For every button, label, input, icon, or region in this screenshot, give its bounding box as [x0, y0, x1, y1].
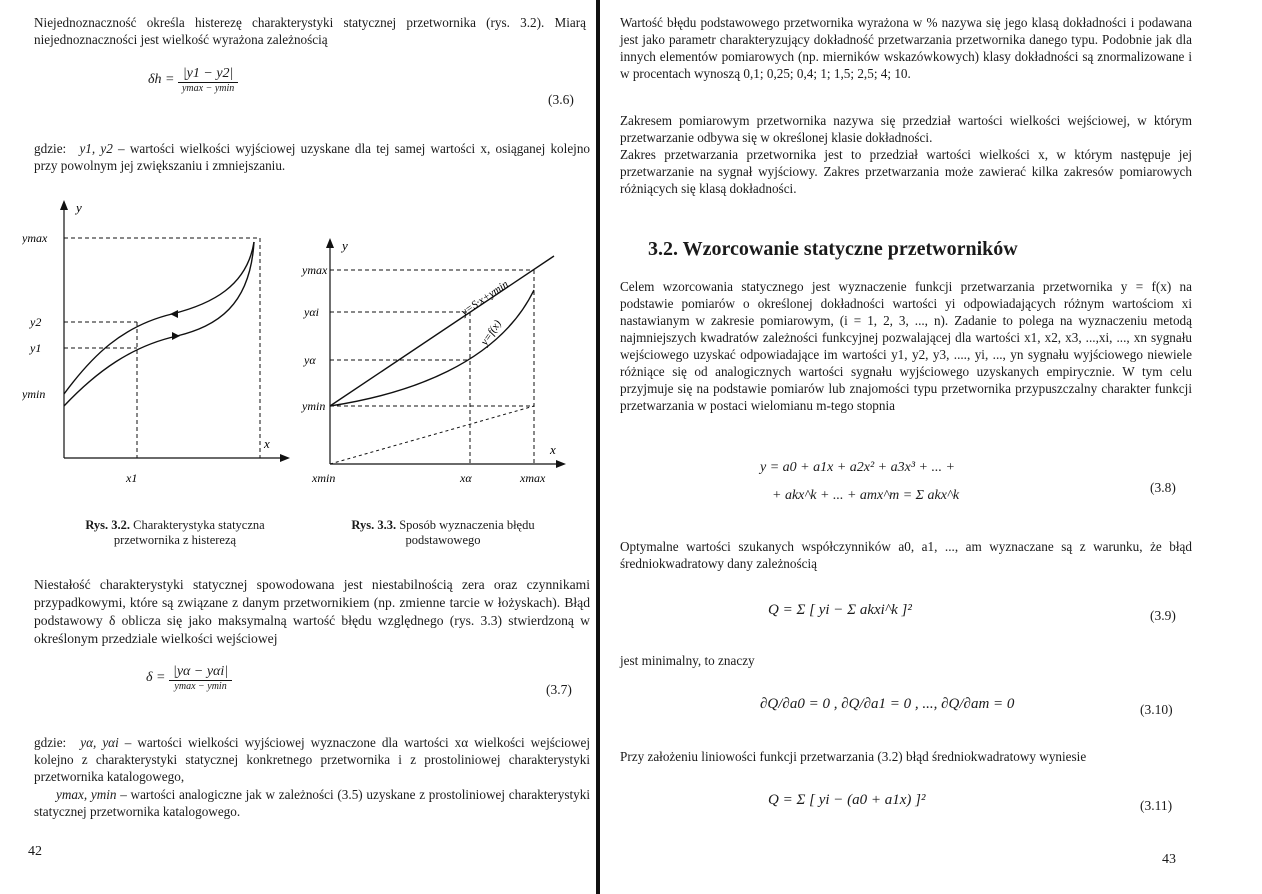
- fig32-y2-label: y2: [30, 315, 42, 329]
- right-para-2: Zakresem pomiarowym przetwornika nazywa się przedział wartości wielkości wejściowej, w którym przetwarzanie odbywa się w określonej klasie dokładności.: [620, 113, 1192, 145]
- equation-3-9: Q = Σ [ yi − Σ akxi^k ]²: [768, 602, 912, 618]
- gdzie1-vars: y1, y2: [79, 141, 113, 156]
- eq39-number: (3.9): [1150, 608, 1176, 623]
- gdzie2-label: gdzie:: [34, 735, 67, 750]
- right-para-3: Zakres przetwarzania przetwornika jest to przedział wartości wielkości x, w którym następuje jej przetwarzanie na sygnał wyjściowy. Zakres przetwarzania może zawierać kilka zakresów pomiarowych różniących się klasą dokładności.: [620, 147, 1192, 196]
- right-para-1: Wartość błędu podstawowego przetwornika wyrażona w % nazywa się jego klasą dokładności i podawana jest jako parametr charakteryzujący dokładność przetwarzania przetwornika danego typu. Podobnie jak dla innych elementów pomiarowych (np. mierników wskazówkowych) klasy dokładności są znormalizowane i w procentach wynoszą 0,1; 0,25; 0,4; 1; 1,5; 2,5; 4; 10.: [620, 15, 1192, 81]
- eq36-numerator: |y1 − y2|: [178, 66, 238, 83]
- page-number-right: 43: [1162, 852, 1176, 867]
- gdzie2-text-1: – wartości wielkości wyjściowej wyznaczone dla wartości xα wielkości wejściowej kolejno z charakterystyki statycznej konkretnego przetwornika i z prostoliniowej charakterystyki przetwornika katalogowego,: [34, 735, 591, 784]
- fig32-y-axis-label: y: [76, 200, 82, 215]
- fig32-x-axis-label: x: [264, 436, 270, 451]
- right-para-6: jest minimalny, to znaczy: [620, 653, 755, 668]
- right-para-4: Celem wzorcowania statycznego jest wyznaczenie funkcji przetwarzania przetwornika y = f(x) na podstawie pomiarów o określonej dokładności wartości yi odpowiadających różnym wartościom xi nastawianym w zakresie pomiarowym, (i = 1, 2, 3, ..., n). Zadanie to polega na wyznaczeniu metodą najmniejszych kwadratów zależności funkcyjnej pozwalającej dla wartości x1, x2, x3, ...,xi, ..., xn sygnału wejściowego uzyskać odpowiadające im wartości y1, y2, y3, ...., yi, ..., yn sygnału wyjściowego niewiele różniące się od analogicznych wartości sygnału wyjściowego uzyskanych empirycznie. W tym celu przyjmuje się na podstawie pomiarów lub znajomości typu przetwornika przypuszczalny charakter funkcji przetwarzania w postaci wielomianu m-tego stopnia: [620, 279, 1192, 413]
- eq37-numerator: |yα − yαi|: [169, 664, 232, 681]
- equation-3-10: ∂Q/∂a0 = 0 , ∂Q/∂a1 = 0 , ..., ∂Q/∂am = 0: [760, 696, 1015, 712]
- caption-fig-3-3: [328, 518, 558, 548]
- fig32-y1-label: y1: [30, 341, 42, 355]
- eq310-number: (3.10): [1140, 702, 1173, 717]
- right-para-5: Optymalne wartości szukanych współczynników a0, a1, ..., am wyznaczane są z warunku, że błąd średniokwadratowy dany zależnością: [620, 539, 1192, 571]
- figure-3-3-basic-error-chart: [298, 234, 588, 496]
- fig33-yai-label: yαi: [304, 305, 319, 319]
- gdzie1-label: gdzie:: [34, 141, 67, 156]
- fig33-xmax-label: xmax: [520, 471, 546, 485]
- equation-3-7: [146, 664, 232, 692]
- figure-3-2-hysteresis-chart: [22, 196, 292, 496]
- eq36-denominator: ymax − ymin: [181, 83, 235, 94]
- left-para-1: Niejednoznaczność określa histerezę charakterystyki statycznej przetwornika (rys. 3.2). Miarą niejednoznaczności jest wielkość wyrażona zależnością: [34, 15, 586, 47]
- eq37-denominator: ymax − ymin: [174, 681, 227, 692]
- fig32-x1-label: x1: [126, 471, 138, 485]
- caption-32-text: Charakterystyka statyczna przetwornika z histerezą: [113, 518, 265, 547]
- right-page: [604, 0, 1262, 894]
- section-heading: 3.2. Wzorcowanie statyczne przetworników: [648, 238, 1018, 260]
- caption-fig-3-2: [60, 518, 290, 548]
- gdzie-2b: [34, 786, 590, 820]
- eq37-number: (3.7): [546, 682, 572, 697]
- equation-3-11: Q = Σ [ yi − (a0 + a1x) ]²: [768, 792, 926, 808]
- eq311-number: (3.11): [1140, 798, 1173, 813]
- fig33-ya-label: yα: [304, 353, 316, 367]
- caption-33-label: Rys. 3.3.: [351, 518, 397, 532]
- fig33-ymax-label: ymax: [302, 263, 328, 277]
- caption-32-label: Rys. 3.2.: [85, 518, 131, 532]
- fig33-y-axis-label: y: [342, 238, 348, 253]
- eq38-number: (3.8): [1150, 480, 1176, 495]
- equation-3-8-line-2: + akx^k + ... + amx^m = Σ akx^k: [772, 488, 960, 503]
- fig32-ymax-label: ymax: [22, 231, 48, 245]
- fig33-x-axis-label: x: [550, 442, 556, 457]
- fig33-line-label-2: y=f(x): [478, 318, 504, 348]
- gdzie1-text: – wartości wielkości wyjściowej uzyskane dla tej samej wartości x, osiąganej kolejno przy powolnym jej zwiększaniu i zmniejszaniu.: [34, 141, 591, 173]
- caption-33-text: Sposób wyznaczenia błędu podstawowego: [399, 518, 535, 547]
- eq36-lhs: δh =: [148, 72, 175, 87]
- eq36-fraction: [178, 66, 238, 94]
- fig33-xmin-label: xmin: [312, 471, 336, 485]
- eq36-number: (3.6): [548, 92, 574, 107]
- gdzie2-vars-1: yα, yαi: [80, 735, 119, 750]
- gdzie-1: [34, 140, 590, 174]
- equation-3-6: [148, 66, 238, 94]
- gdzie-2: [34, 734, 590, 785]
- fig33-line-label-1: y=S·x+ymin: [458, 278, 511, 319]
- right-para-7: Przy założeniu liniowości funkcji przetwarzania (3.2) błąd średniokwadratowy wyniesie: [620, 749, 1087, 764]
- eq37-fraction: [169, 664, 232, 692]
- fig33-ymin-label: ymin: [302, 399, 326, 413]
- fig32-ymin-label: ymin: [22, 387, 46, 401]
- page-number-left: 42: [28, 844, 42, 859]
- left-page: [0, 0, 598, 894]
- eq37-lhs: δ =: [146, 670, 166, 685]
- fig33-xa-label: xα: [460, 471, 472, 485]
- book-spine-divider: [596, 0, 600, 894]
- gdzie2-vars-2: ymax, ymin: [56, 787, 117, 802]
- equation-3-8-line-1: y = a0 + a1x + a2x² + a3x³ + ... +: [760, 460, 955, 475]
- gdzie2-text-2: – wartości analogiczne jak w zależności (3.5) uzyskane z prostoliniowej charakterystyki statycznej przetwornika katalogowego.: [34, 787, 591, 819]
- left-para-2: Niestałość charakterystyki statycznej spowodowana jest niestabilnością zera oraz czynnikami przypadkowymi, które są związane z danym przetwornikiem (np. zmienne tarcie w łożyskach). Błąd podstawowy δ oblicza się jako maksymalną wartość błędu względnego (rys. 3.3) stwierdzoną w określonym przedziale wielkości wejściowej: [34, 577, 590, 646]
